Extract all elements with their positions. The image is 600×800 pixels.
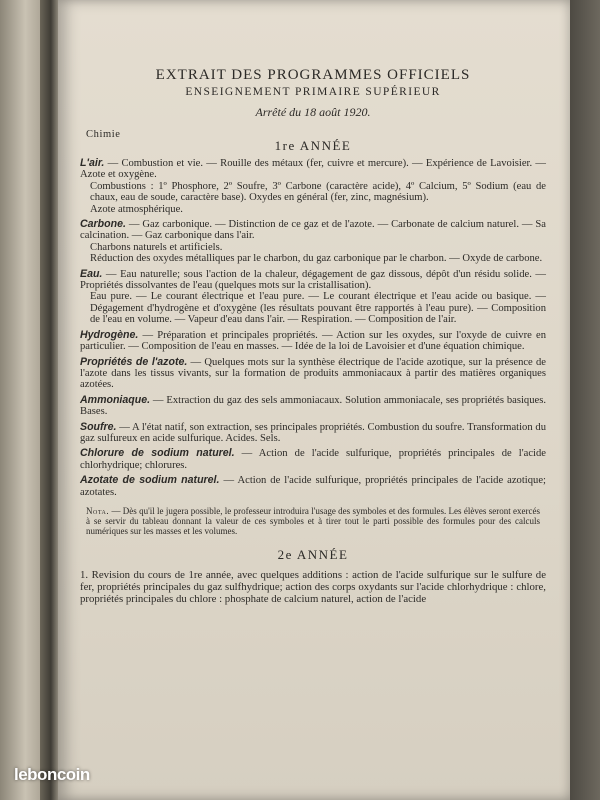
- decree-date-text: Arrêté du 18 août 1920.: [255, 105, 371, 119]
- nota-text: — Dès qu'il le jugera possible, le professeur introduira l'usage des symboles et des formules. Les élèves seront exercés à se servir du tableau donnant la valeur de ces symboles et à tirer tout le parti possible des formules pour des calculs numériques sur les masses et les volumes.: [86, 505, 540, 537]
- entry-line: [80, 330, 546, 353]
- leboncoin-watermark: leboncoin: [14, 765, 90, 784]
- entry-heading: Propriétés de l'azote.: [80, 355, 188, 368]
- year-1-entries: [80, 158, 546, 498]
- entry-text: Azote atmosphérique.: [90, 203, 183, 215]
- entry-line: [80, 253, 546, 264]
- entry-line: [80, 475, 546, 498]
- programme-entry: [80, 448, 546, 471]
- year-1-heading: 1re ANNÉE: [274, 138, 352, 153]
- entry-line: [80, 357, 546, 391]
- nota-label: Nota.: [86, 505, 110, 516]
- entry-text: Eau pure. — Le courant électrique et l'eau pure. — Le courant électrique et l'eau acide ou basique. — Dégagement d'hydrogène et d'oxygène (les résultats pouvant être rapportés à l'eau pure). — Composition de l'eau en volume. — Vapeur d'eau dans l'air. — Respiration. — Composition de l'air.: [90, 291, 546, 326]
- entry-heading: Eau.: [80, 267, 103, 280]
- programme-entry: [80, 269, 546, 326]
- entry-text: Combustions : 1º Phosphore, 2º Soufre, 3º Carbone (caractère acide), 4º Calcium, 5º Sodium (eau de chaux, eau de soude, caractère base). Oxydes en général (fer, zinc, magnésium).: [90, 180, 546, 204]
- programme-entry: [80, 475, 546, 498]
- entry-text: Charbons naturels et artificiels.: [90, 241, 223, 253]
- entry-line: [80, 422, 546, 445]
- entry-line: [80, 242, 546, 253]
- entry-line: [80, 448, 546, 471]
- document-title: EXTRAIT DES PROGRAMMES OFFICIELS: [155, 67, 471, 83]
- entry-text: — Eau naturelle; sous l'action de la chaleur, dégagement de gaz dissous, dépôt d'un résidu solide. — Propriétés dissolvantes de l'eau (quelques mots sur la cristallisation).: [80, 268, 546, 292]
- decree-date: [80, 104, 546, 120]
- programme-entry: [80, 422, 546, 445]
- subject-heading: Chimie: [86, 129, 121, 140]
- entry-text: — A l'état natif, son extraction, ses principales propriétés. Combustion du soufre. Transformation du gaz sulfureux en acide sulfurique. Acides. Sels.: [80, 421, 546, 444]
- nota-paragraph: [86, 506, 540, 537]
- entry-text: — Action de l'acide sulfurique, propriétés principales de l'acide azotique; azotates.: [80, 475, 546, 498]
- entry-heading: Ammoniaque.: [80, 393, 151, 406]
- programme-entry: [80, 395, 546, 418]
- document-subtitle: ENSEIGNEMENT PRIMAIRE SUPÉRIEUR: [185, 86, 441, 98]
- entry-text: — Combustion et vie. — Rouille des métaux (fer, cuivre et mercure). — Expérience de Lavoisier. — Azote et oxygène.: [80, 158, 546, 181]
- programme-entry: [80, 357, 546, 391]
- entry-line: [80, 219, 546, 242]
- entry-line: [80, 158, 546, 181]
- entry-line: [80, 291, 546, 325]
- entry-line: [80, 269, 546, 292]
- entry-text: — Préparation et principales propriétés. — Action sur les oxydes, sur l'oxyde de cuivre en particulier. — Composition de l'eau en masses. — Idée de la loi de Lavoisier et d'une équation chimique.: [80, 329, 546, 353]
- programme-entry: [80, 158, 546, 215]
- entry-heading: L'air.: [80, 157, 105, 169]
- year-2-text: 1. Revision du cours de 1re année, avec quelques additions : action de l'acide sulfurique sur le sulfure de fer, propriétés principales du gaz sulfhydrique; action des corps oxydants sur l'acide chlorhydrique : chlore, propriétés principales du chlore : phosphate de calcium naturel, action de l'acide: [80, 568, 546, 605]
- book-page: [58, 0, 570, 800]
- entry-line: [80, 395, 546, 418]
- entry-text: — Action de l'acide sulfurique, propriétés principales de l'acide chlorhydrique; chlorures.: [80, 448, 546, 471]
- entry-heading: Carbone.: [80, 218, 126, 231]
- entry-text: — Quelques mots sur la synthèse électrique de l'acide azotique, sur la présence de l'azote dans les tissus vivants, sur la formation de produits ammoniacaux à partir des matières organiques azotées.: [80, 356, 546, 391]
- entry-heading: Chlorure de sodium naturel.: [80, 447, 235, 460]
- entry-text: — Gaz carbonique. — Distinction de ce gaz et de l'azote. — Carbonate de calcium naturel. — Sa calcination. — Gaz carbonique dans l'air.: [80, 219, 546, 242]
- programme-entry: [80, 219, 546, 265]
- entry-line: [80, 181, 546, 204]
- entry-line: [80, 204, 546, 215]
- entry-heading: Soufre.: [80, 420, 117, 433]
- right-shadow: [570, 0, 600, 800]
- year-2-heading: 2e ANNÉE: [277, 546, 349, 562]
- entry-text: Réduction des oxydes métalliques par le charbon, du gaz carbonique par le charbon. — Oxyde de carbone.: [90, 253, 543, 265]
- entry-heading: Hydrogène.: [80, 328, 139, 341]
- book-spine: [40, 0, 58, 800]
- programme-entry: [80, 330, 546, 353]
- entry-heading: Azotate de sodium naturel.: [80, 474, 220, 487]
- entry-text: — Extraction du gaz des sels ammoniacaux. Solution ammoniacale, ses propriétés basiques. Bases.: [80, 394, 546, 418]
- page-content: [80, 66, 546, 605]
